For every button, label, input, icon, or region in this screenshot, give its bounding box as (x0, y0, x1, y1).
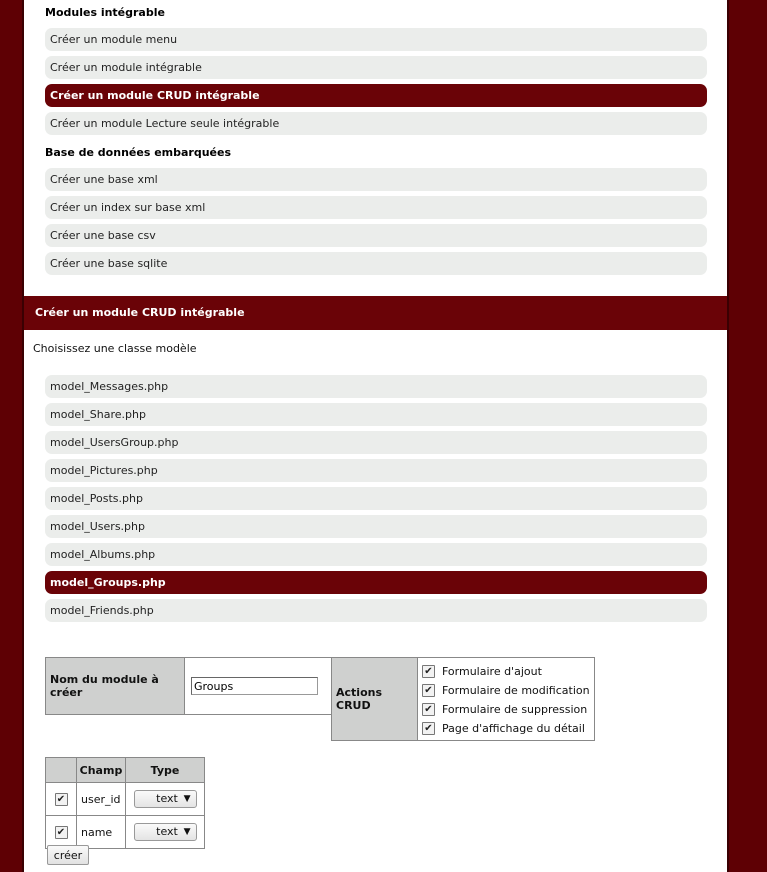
field-type-cell (126, 816, 205, 849)
panel-header-title: Créer un module CRUD intégrable (24, 296, 727, 330)
model-item-usersgroup[interactable]: model_UsersGroup.php (45, 431, 707, 454)
database-section-title: Base de données embarquées (45, 146, 232, 159)
menu-item-create-readonly-module[interactable]: Créer un module Lecture seule intégrable (45, 112, 707, 135)
modules-section-title: Modules intégrable (45, 6, 165, 19)
select-value: text (156, 792, 178, 805)
field-check-cell (46, 783, 77, 816)
crud-option-label: Page d'affichage du détail (442, 722, 585, 735)
checkbox-detail-page[interactable]: ✔ (422, 722, 435, 735)
menu-item-create-sqlite-db[interactable]: Créer une base sqlite (45, 252, 707, 275)
field-name-user-id: user_id (77, 783, 126, 816)
crud-options-cell (418, 658, 595, 741)
crud-option-edit-form (422, 681, 590, 700)
create-button[interactable]: créer (47, 845, 89, 865)
model-item-messages[interactable]: model_Messages.php (45, 375, 707, 398)
crud-option-label: Formulaire d'ajout (442, 665, 542, 678)
model-item-share[interactable]: model_Share.php (45, 403, 707, 426)
table-row (46, 783, 205, 816)
fields-header-champ: Champ (77, 758, 126, 783)
menu-item-create-menu-module[interactable]: Créer un module menu (45, 28, 707, 51)
chevron-down-icon: ▼ (183, 794, 191, 804)
chevron-down-icon: ▼ (183, 827, 191, 837)
select-value: text (156, 825, 178, 838)
field-type-cell (126, 783, 205, 816)
table-row (46, 816, 205, 849)
crud-option-label: Formulaire de suppression (442, 703, 588, 716)
model-item-pictures[interactable]: model_Pictures.php (45, 459, 707, 482)
fields-header-check (46, 758, 77, 783)
crud-option-add-form (422, 662, 590, 681)
field-type-select-user-id[interactable] (134, 790, 197, 808)
crud-option-label: Formulaire de modification (442, 684, 590, 697)
module-name-input[interactable] (191, 677, 318, 695)
field-type-select-name[interactable] (134, 823, 197, 841)
menu-item-create-xml-index[interactable]: Créer un index sur base xml (45, 196, 707, 219)
model-item-posts[interactable]: model_Posts.php (45, 487, 707, 510)
menu-item-create-crud-module[interactable]: Créer un module CRUD intégrable (45, 84, 707, 107)
fields-header-type: Type (126, 758, 205, 783)
checkbox-delete-form[interactable]: ✔ (422, 703, 435, 716)
checkbox-field-user-id[interactable]: ✔ (55, 793, 68, 806)
checkbox-add-form[interactable]: ✔ (422, 665, 435, 678)
menu-item-create-csv-db[interactable]: Créer une base csv (45, 224, 707, 247)
menu-item-create-integrable-module[interactable]: Créer un module intégrable (45, 56, 707, 79)
panel-intro-text: Choisissez une classe modèle (33, 342, 197, 355)
fields-table (45, 757, 205, 849)
module-name-table (45, 657, 338, 715)
menu-item-create-xml-db[interactable]: Créer une base xml (45, 168, 707, 191)
model-item-albums[interactable]: model_Albums.php (45, 543, 707, 566)
model-item-groups[interactable]: model_Groups.php (45, 571, 707, 594)
module-name-cell (185, 658, 338, 715)
crud-actions-table (331, 657, 595, 741)
checkbox-field-name[interactable]: ✔ (55, 826, 68, 839)
crud-option-delete-form (422, 700, 590, 719)
model-item-friends[interactable]: model_Friends.php (45, 599, 707, 622)
page-content (24, 0, 727, 872)
field-name-name: name (77, 816, 126, 849)
model-item-users[interactable]: model_Users.php (45, 515, 707, 538)
module-name-label: Nom du module à créer (46, 658, 185, 715)
checkbox-edit-form[interactable]: ✔ (422, 684, 435, 697)
crud-actions-label: Actions CRUD (332, 658, 418, 741)
crud-option-detail-page (422, 719, 590, 738)
field-check-cell (46, 816, 77, 849)
